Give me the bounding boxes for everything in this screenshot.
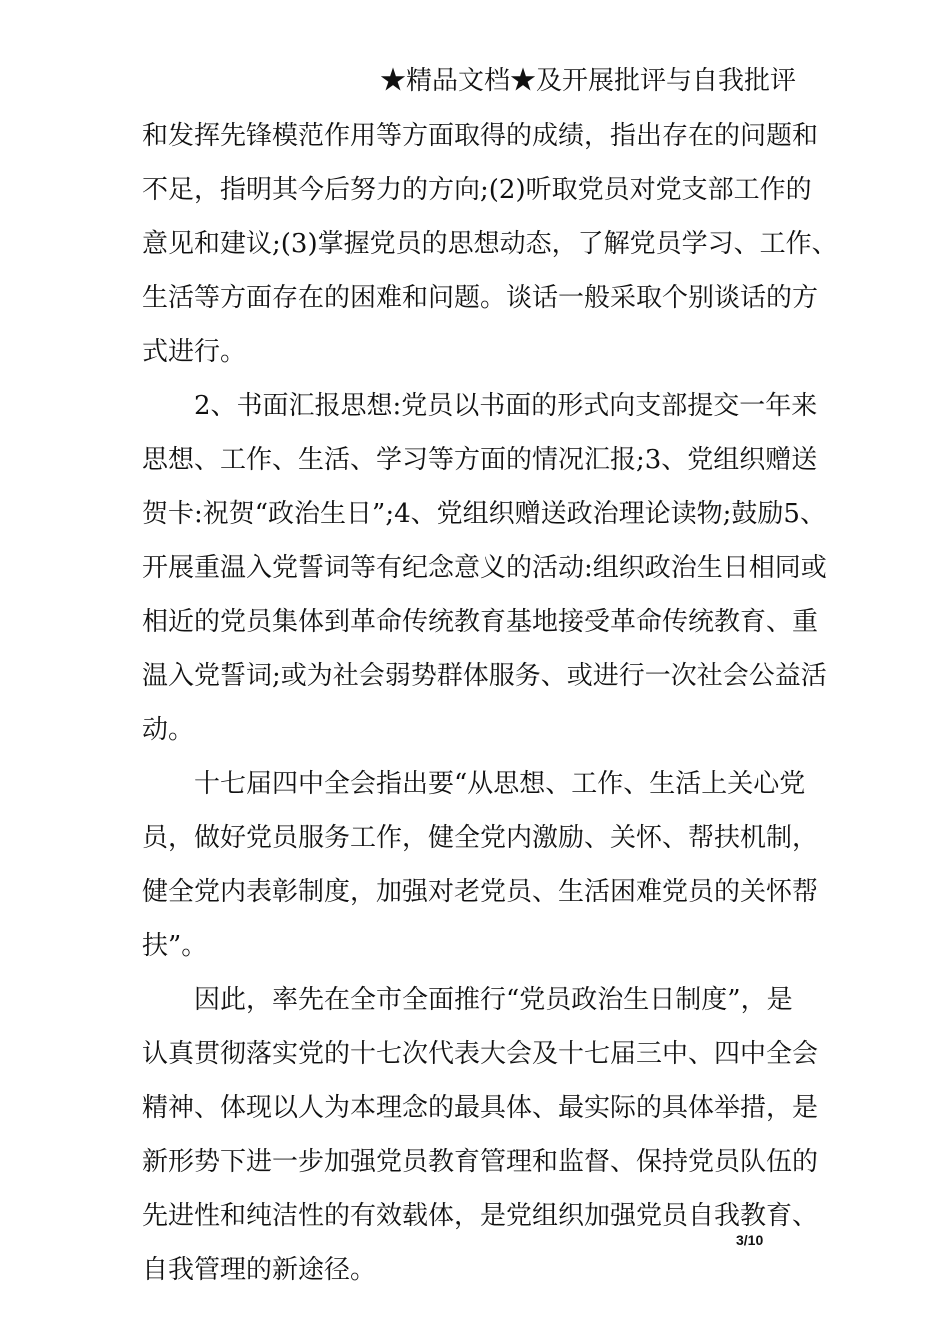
document-header: ★精品文档★及开展批评与自我批评 — [380, 66, 797, 96]
text-line: 开展重温入党誓词等有纪念意义的活动:组织政治生日相同或 — [142, 553, 827, 583]
text-line: 动。 — [142, 715, 195, 745]
text-line: 温入党誓词;或为社会弱势群体服务、或进行一次社会公益活 — [142, 661, 827, 691]
document-body — [142, 109, 838, 1297]
text-line: 不足，指明其今后努力的方向;(2)听取党员对党支部工作的 — [142, 175, 812, 205]
text-line: 意见和建议;(3)掌握党员的思想动态，了解党员学习、工作、 — [142, 229, 838, 259]
text-line: 精神、体现以人为本理念的最具体、最实际的具体举措，是 — [142, 1093, 819, 1123]
text-line: 先进性和纯洁性的有效载体，是党组织加强党员自我教育、 — [142, 1201, 819, 1231]
text-line: 生活等方面存在的困难和问题。谈话一般采取个别谈话的方 — [142, 283, 819, 313]
text-line: 和发挥先锋模范作用等方面取得的成绩，指出存在的问题和 — [142, 121, 819, 151]
paragraph-start-line: 十七届四中全会指出要“从思想、工作、生活上关心党 — [194, 769, 806, 799]
text-line: 自我管理的新途径。 — [142, 1255, 377, 1285]
text-line: 新形势下进一步加强党员教育管理和监督、保持党员队伍的 — [142, 1147, 819, 1177]
text-line: 健全党内表彰制度，加强对老党员、生活困难党员的关怀帮 — [142, 877, 819, 907]
text-line: 扶”。 — [142, 931, 208, 961]
text-line: 相近的党员集体到革命传统教育基地接受革命传统教育、重 — [142, 607, 819, 637]
text-line: 式进行。 — [142, 337, 247, 367]
text-line: 思想、工作、生活、学习等方面的情况汇报;3、党组织赠送 — [142, 445, 818, 475]
text-line: 贺卡:祝贺“政治生日”;4、党组织赠送政治理论读物;鼓励5、 — [142, 499, 826, 529]
text-line: 认真贯彻落实党的十七次代表大会及十七届三中、四中全会 — [142, 1039, 819, 1069]
paragraph-start-line: 因此，率先在全市全面推行“党员政治生日制度”，是 — [194, 985, 793, 1015]
text-line: 员，做好党员服务工作，健全党内激励、关怀、帮扶机制， — [142, 823, 819, 853]
page-number: 3/10 — [736, 1232, 764, 1248]
paragraph-start-line: 2、书面汇报思想:党员以书面的形式向支部提交一年来 — [194, 391, 818, 421]
